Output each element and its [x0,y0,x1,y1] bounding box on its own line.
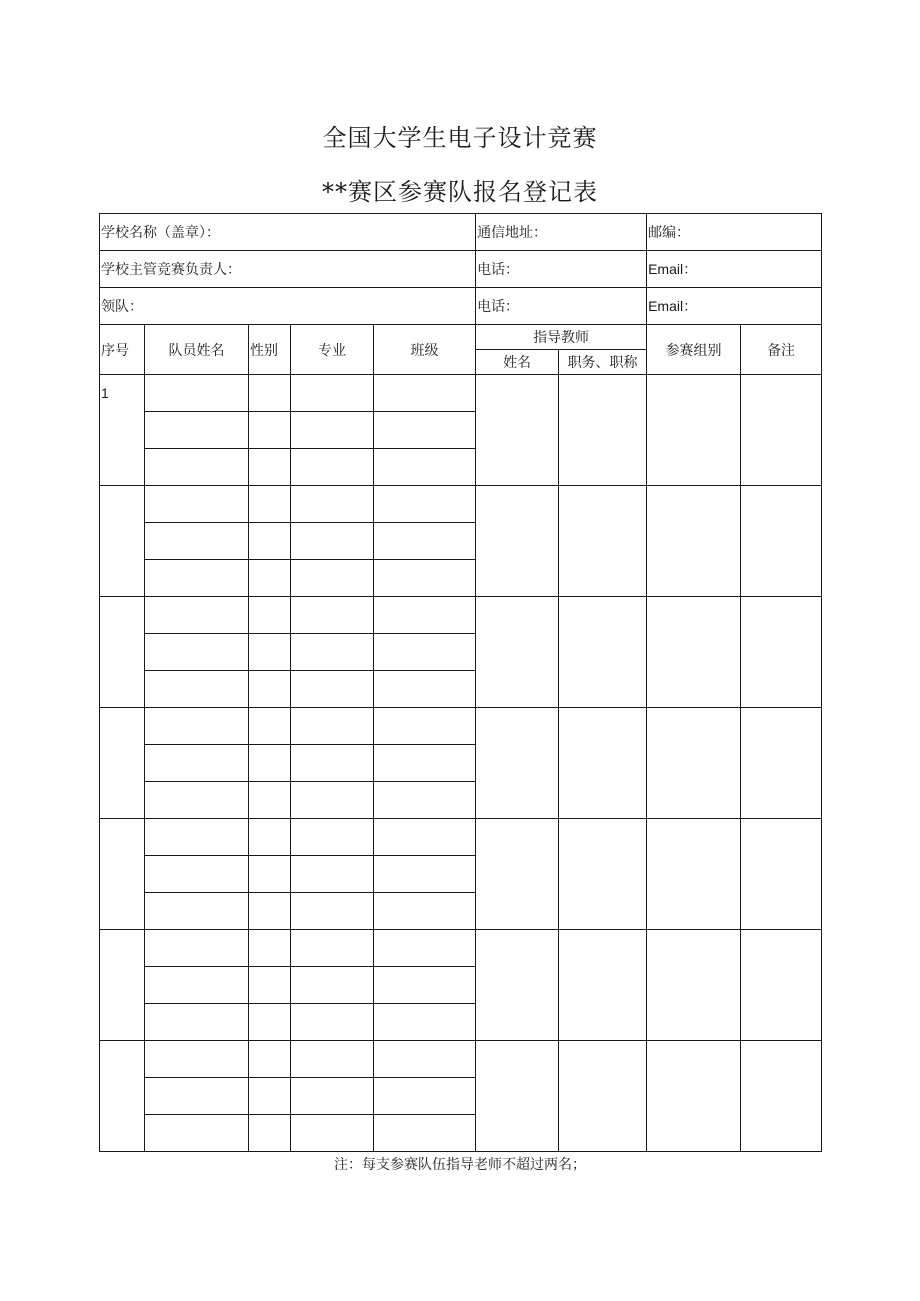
member-name-cell[interactable] [145,375,249,412]
class-cell[interactable] [374,523,476,560]
remarks-cell[interactable] [741,486,822,597]
major-cell[interactable] [291,782,374,819]
member-name-cell[interactable] [145,1115,249,1152]
major-cell[interactable] [291,634,374,671]
gender-cell[interactable] [249,486,291,523]
manager-phone-field[interactable]: 电话： [476,251,647,288]
member-name-cell[interactable] [145,486,249,523]
team-index-cell[interactable] [100,708,145,819]
gender-cell[interactable] [249,1041,291,1078]
member-name-cell[interactable] [145,967,249,1004]
member-name-cell[interactable] [145,597,249,634]
gender-cell[interactable] [249,375,291,412]
class-cell[interactable] [374,1078,476,1115]
member-name-cell[interactable] [145,412,249,449]
gender-cell[interactable] [249,597,291,634]
remarks-cell[interactable] [741,1041,822,1152]
major-cell[interactable] [291,893,374,930]
team-index-cell[interactable] [100,375,145,486]
member-name-cell[interactable] [145,449,249,486]
leader-email-field[interactable]: Email： [647,288,822,325]
advisor-title-cell[interactable] [559,930,647,1041]
major-cell[interactable] [291,560,374,597]
advisor-title-cell[interactable] [559,1041,647,1152]
gender-cell[interactable] [249,1004,291,1041]
major-cell[interactable] [291,745,374,782]
class-cell[interactable] [374,930,476,967]
advisor-name-cell[interactable] [476,486,559,597]
group-cell[interactable] [647,930,741,1041]
member-name-cell[interactable] [145,634,249,671]
major-cell[interactable] [291,1078,374,1115]
class-cell[interactable] [374,671,476,708]
manager-email-field[interactable]: Email： [647,251,822,288]
member-name-cell[interactable] [145,560,249,597]
footnote: 注：每支参赛队伍指导老师不超过两名； [334,1157,586,1173]
header-index: 序号 [100,325,145,375]
gender-cell[interactable] [249,671,291,708]
leader-field[interactable]: 领队： [100,288,476,325]
class-cell[interactable] [374,1041,476,1078]
major-cell[interactable] [291,819,374,856]
member-name-cell[interactable] [145,1078,249,1115]
header-group: 参赛组别 [647,325,741,375]
class-cell[interactable] [374,634,476,671]
advisor-name-cell[interactable] [476,708,559,819]
advisor-title-cell[interactable] [559,597,647,708]
major-cell[interactable] [291,856,374,893]
group-cell[interactable] [647,1041,741,1152]
manager-field[interactable]: 学校主管竞赛负责人： [100,251,476,288]
class-cell[interactable] [374,449,476,486]
class-cell[interactable] [374,412,476,449]
team-index-cell[interactable] [100,819,145,930]
team-index: 1 [101,385,109,401]
group-cell[interactable] [647,708,741,819]
advisor-name-cell[interactable] [476,1041,559,1152]
form-title: 全国大学生电子设计竞赛 [322,124,598,152]
major-cell[interactable] [291,375,374,412]
gender-cell[interactable] [249,449,291,486]
member-row [100,597,822,634]
group-cell[interactable] [647,819,741,930]
class-cell[interactable] [374,893,476,930]
advisor-name-cell[interactable] [476,375,559,486]
class-cell[interactable] [374,375,476,412]
class-cell[interactable] [374,708,476,745]
postcode-field[interactable]: 邮编： [647,214,822,251]
gender-cell[interactable] [249,634,291,671]
member-row [100,708,822,745]
gender-cell[interactable] [249,893,291,930]
header-class: 班级 [374,325,476,375]
class-cell[interactable] [374,745,476,782]
major-cell[interactable] [291,967,374,1004]
leader-phone-field[interactable]: 电话： [476,288,647,325]
member-row [100,819,822,856]
major-cell[interactable] [291,412,374,449]
member-name-cell[interactable] [145,745,249,782]
class-cell[interactable] [374,1004,476,1041]
major-cell[interactable] [291,486,374,523]
class-cell[interactable] [374,1115,476,1152]
class-cell[interactable] [374,856,476,893]
group-cell[interactable] [647,486,741,597]
gender-cell[interactable] [249,523,291,560]
header-member-name: 队员姓名 [145,325,249,375]
gender-cell[interactable] [249,1115,291,1152]
gender-cell[interactable] [249,856,291,893]
advisor-name-cell[interactable] [476,930,559,1041]
member-name-cell[interactable] [145,1041,249,1078]
class-cell[interactable] [374,486,476,523]
group-cell[interactable] [647,597,741,708]
group-cell[interactable] [647,375,741,486]
registration-table [99,213,822,1152]
form-subtitle: **赛区参赛队报名登记表 [322,178,598,206]
member-name-cell[interactable] [145,782,249,819]
member-row [100,486,822,523]
remarks-cell[interactable] [741,375,822,486]
advisor-title-cell[interactable] [559,819,647,930]
gender-cell[interactable] [249,1078,291,1115]
member-name-cell[interactable] [145,893,249,930]
major-cell[interactable] [291,1004,374,1041]
advisor-name-cell[interactable] [476,819,559,930]
member-row [100,375,822,412]
major-cell[interactable] [291,449,374,486]
class-cell[interactable] [374,597,476,634]
major-cell[interactable] [291,708,374,745]
gender-cell[interactable] [249,782,291,819]
school-name-field[interactable]: 学校名称（盖章）： [100,214,476,251]
team-index-cell[interactable] [100,1041,145,1152]
gender-cell[interactable] [249,819,291,856]
team-index-cell[interactable] [100,486,145,597]
header-advisor: 指导教师 [476,325,647,350]
member-row [100,1041,822,1078]
advisor-title-cell[interactable] [559,708,647,819]
member-name-cell[interactable] [145,1004,249,1041]
major-cell[interactable] [291,597,374,634]
member-name-cell[interactable] [145,856,249,893]
member-name-cell[interactable] [145,523,249,560]
gender-cell[interactable] [249,560,291,597]
gender-cell[interactable] [249,930,291,967]
class-cell[interactable] [374,819,476,856]
gender-cell[interactable] [249,745,291,782]
team-index-cell[interactable] [100,930,145,1041]
member-name-cell[interactable] [145,930,249,967]
major-cell[interactable] [291,1041,374,1078]
advisor-name-cell[interactable] [476,597,559,708]
class-cell[interactable] [374,967,476,1004]
member-name-cell[interactable] [145,671,249,708]
header-remarks: 备注 [741,325,822,375]
address-field[interactable]: 通信地址： [476,214,647,251]
advisor-title-cell[interactable] [559,375,647,486]
gender-cell[interactable] [249,412,291,449]
remarks-cell[interactable] [741,708,822,819]
gender-cell[interactable] [249,967,291,1004]
header-gender: 性别 [249,325,291,375]
remarks-cell[interactable] [741,819,822,930]
member-name-cell[interactable] [145,708,249,745]
major-cell[interactable] [291,523,374,560]
remarks-cell[interactable] [741,597,822,708]
gender-cell[interactable] [249,708,291,745]
major-cell[interactable] [291,671,374,708]
class-cell[interactable] [374,782,476,819]
team-index-cell[interactable] [100,597,145,708]
major-cell[interactable] [291,1115,374,1152]
header-advisor-title: 职务、职称 [559,350,647,375]
remarks-cell[interactable] [741,930,822,1041]
major-cell[interactable] [291,930,374,967]
member-name-cell[interactable] [145,819,249,856]
header-major: 专业 [291,325,374,375]
advisor-title-cell[interactable] [559,486,647,597]
header-advisor-name: 姓名 [476,350,559,375]
class-cell[interactable] [374,560,476,597]
member-row [100,930,822,967]
